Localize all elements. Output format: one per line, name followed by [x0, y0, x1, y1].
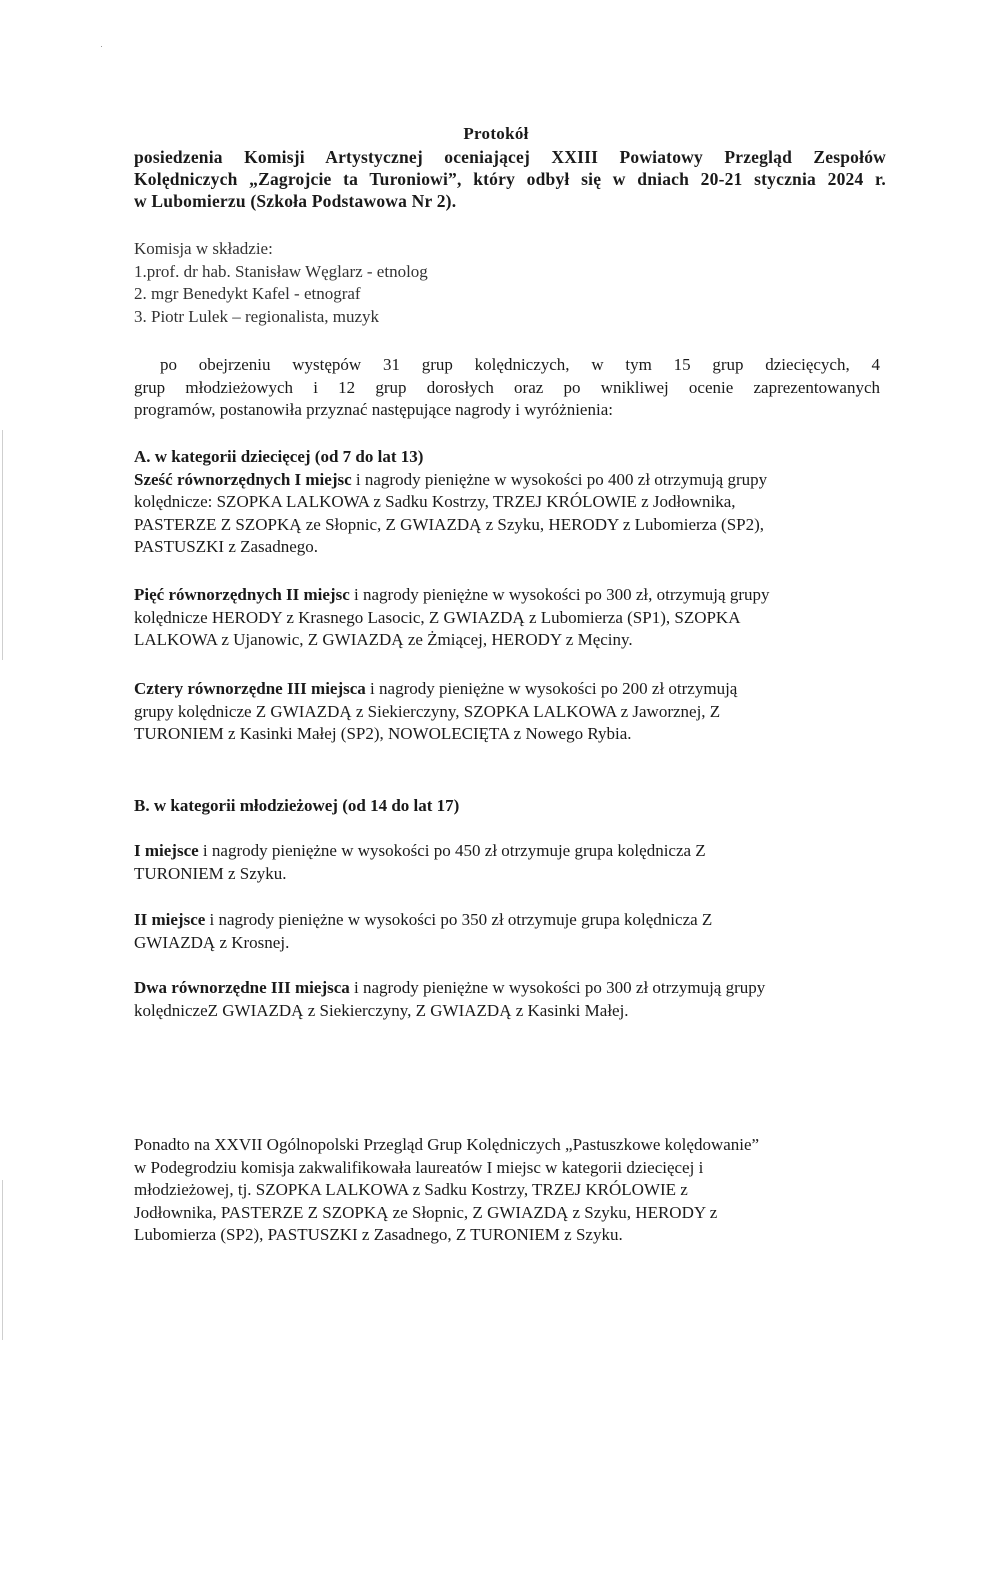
closing-line: Lubomierza (SP2), PASTUSZKI z Zasadnego, Z TURONIEM z Szyku.: [134, 1225, 623, 1244]
scan-speck: [101, 46, 102, 47]
section-a-p1-line: PASTUSZKI z Zasadnego.: [134, 537, 318, 556]
section-a-p1-line1: Sześć równorzędnych I miejsc i nagrody pieniężne w wysokości po 400 zł otrzymują grupy: [134, 469, 768, 489]
section-a-p2: [134, 584, 894, 652]
left-edge-mark-top: [2, 430, 3, 660]
intro-line: grup młodzieżowych i 12 grup dorosłych oraz po wnikliwej ocenie zaprezentowanych: [134, 377, 880, 397]
closing-line: w Podegrodziu komisja zakwalifikowała laureatów I miejsc w kategorii dziecięcej i: [134, 1157, 704, 1177]
intro-paragraph: [134, 354, 880, 422]
closing-line: Jodłownika, PASTERZE Z SZOPKĄ ze Słopnic, Z GWIAZDĄ z Szyku, HERODY z: [134, 1202, 718, 1222]
section-a-p3: [134, 678, 894, 746]
closing-line: Ponadto na XXVII Ogólnopolski Przegląd Grup Kolędniczych „Pastuszkowe kolędowanie”: [134, 1135, 760, 1154]
section-b-p1: I miejsce i nagrody pieniężne w wysokości po 450 zł otrzymuje grupa kolędnicza Z TURONIEM z Szyku.: [134, 841, 706, 883]
section-b-p3: Dwa równorzędne III miejsca i nagrody pieniężne w wysokości po 300 zł otrzymują grupy kolędniczeZ GWIAZDĄ z Siekierczyny, Z GWIAZDĄ z Kasinki Małej.: [134, 978, 766, 1020]
section-a-p3-line1: Cztery równorzędne III miejsca i nagrody pieniężne w wysokości po 200 zł otrzymują: [134, 679, 738, 698]
committee-label: Komisja w składzie:: [134, 239, 273, 258]
section-a-heading: A. w kategorii dziecięcej (od 7 do lat 13): [134, 447, 424, 466]
committee-member: 2. mgr Benedykt Kafel - etnograf: [134, 284, 361, 303]
document-title: Protokół: [463, 124, 529, 143]
committee-member: 3. Piotr Lulek – regionalista, muzyk: [134, 306, 380, 326]
heading-line: posiedzenia Komisji Artystycznej oceniającej XXIII Powiatowy Przegląd Zespołów: [134, 147, 886, 167]
closing-paragraph: [134, 1134, 894, 1247]
section-b-p2: II miejsce i nagrody pieniężne w wysokości po 350 zł otrzymuje grupa kolędnicza Z GWIAZDĄ z Krosnej.: [134, 910, 713, 952]
committee-member: 1.prof. dr hab. Stanisław Węglarz - etnolog: [134, 261, 428, 281]
section-a-p3-line: grupy kolędnicze Z GWIAZDĄ z Siekierczyny, SZOPKA LALKOWA z Jaworznej, Z: [134, 701, 721, 721]
committee-block: [134, 238, 634, 328]
intro-line: po obejrzeniu występów 31 grup kolędniczych, w tym 15 grup dziecięcych, 4: [160, 355, 880, 374]
intro-line: programów, postanowiła przyznać następujące nagrody i wyróżnienia:: [134, 400, 613, 419]
section-b-heading: B. w kategorii młodzieżowej (od 14 do lat 17): [134, 796, 460, 815]
left-edge-mark-bottom: [2, 1180, 3, 1340]
section-a-p3-line: TURONIEM z Kasinki Małej (SP2), NOWOLECIĘTA z Nowego Rybia.: [134, 724, 632, 743]
heading-line: w Lubomierzu (Szkoła Podstawowa Nr 2).: [134, 191, 457, 211]
section-a-p2-line1: Pięć równorzędnych II miejsc i nagrody pieniężne w wysokości po 300 zł, otrzymują grupy: [134, 585, 770, 604]
section-a-p2-line: kolędnicze HERODY z Krasnego Lasocic, Z GWIAZDĄ z Lubomierza (SP1), SZOPKA: [134, 607, 741, 627]
heading-line: Kolędniczych „Zagrojcie ta Turoniowi”, który odbył się w dniach 20-21 stycznia 2024 r.: [134, 169, 886, 189]
closing-line: młodzieżowej, tj. SZOPKA LALKOWA z Sadku Kostrzy, TRZEJ KRÓLOWIE z: [134, 1180, 688, 1199]
section-a: [134, 446, 894, 559]
section-a-p1-line: PASTERZE Z SZOPKĄ ze Słopnic, Z GWIAZDĄ z Szyku, HERODY z Lubomierza (SP2),: [134, 514, 765, 534]
section-a-p1-line: kolędnicze: SZOPKA LALKOWA z Sadku Kostrzy, TRZEJ KRÓLOWIE z Jodłownika,: [134, 492, 736, 511]
document-heading: [134, 146, 886, 212]
section-a-p2-line: LALKOWA z Ujanowic, Z GWIAZDĄ ze Żmiącej, HERODY z Męciny.: [134, 630, 633, 649]
